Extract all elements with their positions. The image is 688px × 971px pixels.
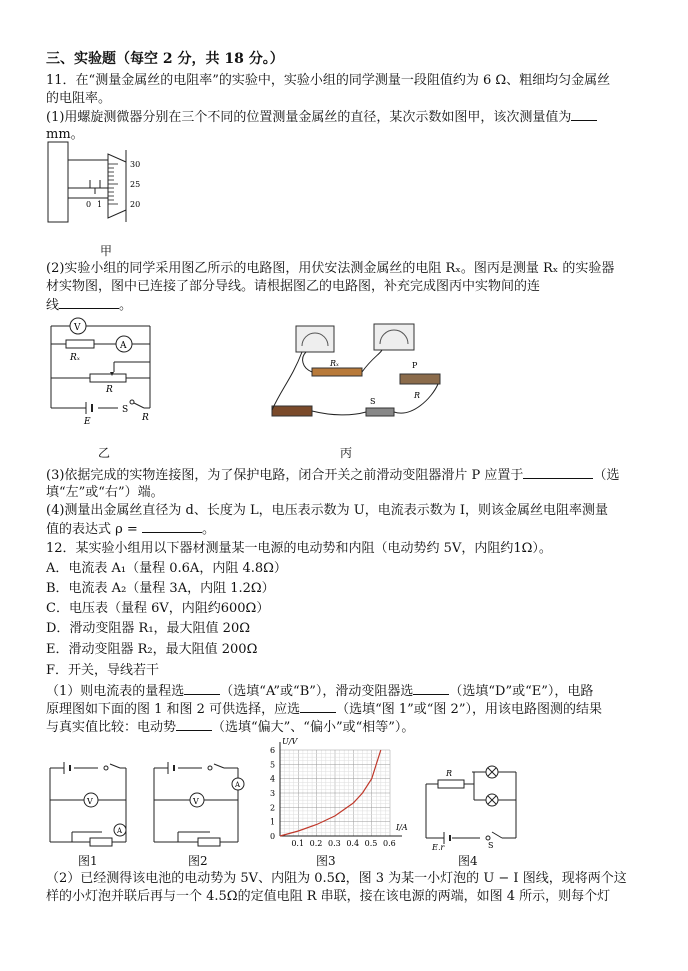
q11-part4-line1: (4)测量出金属丝直径为 d、长度为 L，电压表示数为 U，电流表示数为 I，则该金属丝电阻率测量 <box>46 503 608 518</box>
q12-part2-line1: （2）已经测得该电池的电动势为 5V、内阻为 0.5Ω，图 3 为某一小灯泡的 U − I 图线，现将两个这 <box>46 871 627 886</box>
x-tick-label: 0.3 <box>328 839 341 848</box>
answer-blank[interactable] <box>176 718 212 731</box>
ammeter-label: A <box>120 341 127 351</box>
q12-part1-line1 <box>46 682 593 701</box>
y-tick-label: 2 <box>270 803 276 813</box>
ui-graph <box>262 736 412 852</box>
q11-part4-line2 <box>46 520 215 539</box>
apparatus-p-label: P <box>412 361 418 370</box>
q11-intro-line2: 的电阻率。 <box>46 91 112 106</box>
metal-wire-device <box>312 368 362 376</box>
switch-icon <box>104 766 108 770</box>
q11-part3-text: (3)依据完成的实物连接图，为了保护电路，闭合开关之前滑动变阻器滑片 P 应置于 <box>46 468 524 483</box>
resistor-rx <box>66 340 94 348</box>
y-tick-label: 5 <box>270 760 276 770</box>
y-tick-label: 0 <box>270 832 276 841</box>
x-tick-label: 0.2 <box>309 839 323 848</box>
rheostat-label: R <box>106 385 113 395</box>
y-tick-label: 6 <box>270 746 276 755</box>
q11-part4-text: 值的表达式 ρ = <box>46 522 138 537</box>
fig3-caption: 图3 <box>316 854 336 868</box>
y-tick-label: 4 <box>270 774 276 784</box>
fig-jia-caption: 甲 <box>100 244 113 258</box>
q12-option-d: D．滑动变阻器 R₁，最大阻值 20Ω <box>46 621 251 636</box>
q11-part2-end: 。 <box>119 298 133 313</box>
fig2-v-label: V <box>193 797 199 806</box>
circuit-fig4 <box>422 762 522 850</box>
q12-part1-line3 <box>46 718 414 737</box>
answer-blank[interactable] <box>413 682 449 695</box>
circuit-fig2 <box>150 758 250 848</box>
q11-intro-line1: 11．在“测量金属丝的电阻率”的实验中，实验小组的同学测量一段阻值约为 6 Ω、粗细均匀金属丝 <box>46 73 611 88</box>
apparatus-r-label: R <box>414 391 421 400</box>
rheostat-device <box>400 374 440 384</box>
q12-option-f: F．开关，导线若干 <box>46 663 160 678</box>
circuit-r-label: R <box>142 413 149 423</box>
x-tick-label: 0.1 <box>291 839 305 848</box>
rheostat <box>90 374 126 382</box>
fig1-v-label: V <box>87 797 93 806</box>
q11-part2-line2: 材实物图，图中已连接了部分导线。请根据图乙的电路图，补充完成图丙中实物间的连 <box>46 279 541 294</box>
q12-part1-text-b: （选填“A”或“B”），滑动变阻器选 <box>220 684 414 699</box>
fig4-caption: 图4 <box>458 854 478 868</box>
thimble-label-30: 30 <box>130 160 141 169</box>
fig1-a-label: A <box>117 827 123 835</box>
q11-part3-line1 <box>46 466 619 485</box>
q11-part2-line3 <box>46 296 132 315</box>
x-tick-label: 0.4 <box>346 839 360 848</box>
switch-label: S <box>122 405 129 415</box>
q12-part2-line2: 样的小灯泡并联后再与一个 4.5Ω的定值电阻 R 串联，接在该电源的两端，如图 4 所示，则每个灯 <box>46 889 611 904</box>
fig2-caption: 图2 <box>188 854 208 868</box>
rheostat <box>90 838 112 846</box>
answer-blank[interactable] <box>571 108 597 121</box>
apparatus-rx-label: Rₓ <box>330 359 339 368</box>
q11-part1-unit: mm。 <box>46 127 84 142</box>
answer-blank[interactable] <box>59 296 119 309</box>
q11-part3-line2: 填“左”或“右”）端。 <box>46 485 164 500</box>
thimble-label-25: 25 <box>130 180 141 189</box>
q12-part1-text-d: 原理图如下面的图 1 和图 2 可供选择，应选 <box>46 702 301 717</box>
q12-option-a: A．电流表 A₁（量程 0.6A，内阻 4.8Ω） <box>46 561 287 576</box>
switch-icon <box>130 400 134 404</box>
thimble-label-20: 20 <box>130 200 141 209</box>
q11-part1-line <box>46 108 597 127</box>
fig4-er-label: E,r <box>432 843 445 850</box>
rheostat <box>198 838 220 846</box>
q12-part1-line2 <box>46 700 602 719</box>
y-axis-label: U/V <box>282 737 298 746</box>
fig2-a-label: A <box>235 781 241 789</box>
q12-option-b: B．电流表 A₂（量程 3A，内阻 1.2Ω） <box>46 581 275 596</box>
answer-blank[interactable] <box>184 682 220 695</box>
bulb-icon <box>486 794 498 806</box>
apparatus-s-label: S <box>370 397 376 406</box>
fig-bing-caption: 丙 <box>340 446 353 460</box>
q12-part1-text-c: （选填“D”或“E”），电路 <box>449 684 594 699</box>
answer-blank[interactable] <box>142 520 202 533</box>
main-scale-label-1: 1 <box>97 200 103 209</box>
section-heading: 三、实验题（每空 2 分，共 18 分。） <box>46 51 284 67</box>
circuit-yi <box>46 316 166 426</box>
graph-grid <box>280 750 390 836</box>
voltmeter-device <box>296 326 334 352</box>
q11-part3-suffix: （选 <box>593 468 620 483</box>
switch-device <box>366 408 394 416</box>
micrometer-figure <box>46 140 156 226</box>
bulb-icon <box>486 766 498 778</box>
y-tick-label: 3 <box>270 789 276 798</box>
q11-part2-line1: (2)实验小组的同学采用图乙所示的电路图，用伏安法测金属丝的电阻 Rₓ。图丙是测量 Rₓ 的实验器 <box>46 261 615 276</box>
main-scale-label-0: 0 <box>86 200 92 209</box>
q12-intro: 12．某实验小组用以下器材测量某一电源的电动势和内阻（电动势约 5V，内阻约1Ω）。 <box>46 541 552 556</box>
q12-option-c: C．电压表（量程 6V，内阻约600Ω） <box>46 601 270 616</box>
answer-blank[interactable] <box>523 466 593 479</box>
q12-part1-text-g: （选填“偏大”、“偏小”或“相等”）。 <box>212 720 415 735</box>
q12-part1-text-a: （1）则电流表的量程选 <box>46 684 185 699</box>
fig4-r-label: R <box>446 769 453 778</box>
x-tick-label: 0.5 <box>364 839 378 848</box>
y-tick-label: 1 <box>270 817 276 827</box>
battery-label: E <box>84 417 91 426</box>
resistor-rx-label: Rₓ <box>70 353 80 363</box>
answer-blank[interactable] <box>300 700 336 713</box>
switch-icon <box>486 836 490 840</box>
resistor-r <box>438 780 464 788</box>
fig4-s-label: S <box>488 841 494 850</box>
voltmeter-label: V <box>74 323 81 333</box>
fig1-caption: 图1 <box>78 854 98 868</box>
switch-icon <box>208 766 212 770</box>
micrometer-frame <box>48 142 68 222</box>
circuit-fig1 <box>46 758 130 848</box>
battery-device <box>272 406 312 416</box>
x-tick-label: 0.6 <box>383 839 396 848</box>
fig-yi-caption: 乙 <box>98 446 111 460</box>
q12-option-e: E．滑动变阻器 R₂，最大阻值 200Ω <box>46 642 258 657</box>
q11-part2-text: 线 <box>46 298 60 313</box>
q12-part1-text-e: （选填“图 1”或“图 2”），用该电路图测的结果 <box>336 702 602 717</box>
q12-part1-text-f: 与真实值比较：电动势 <box>46 720 177 735</box>
q11-part1-text: (1)用螺旋测微器分别在三个不同的位置测量金属丝的直径，某次示数如图甲，该次测量值为 <box>46 110 572 125</box>
q11-part4-end: 。 <box>201 522 215 537</box>
ammeter-device <box>374 324 414 350</box>
x-axis-label: I/A <box>396 823 408 832</box>
apparatus-figure <box>262 318 442 428</box>
